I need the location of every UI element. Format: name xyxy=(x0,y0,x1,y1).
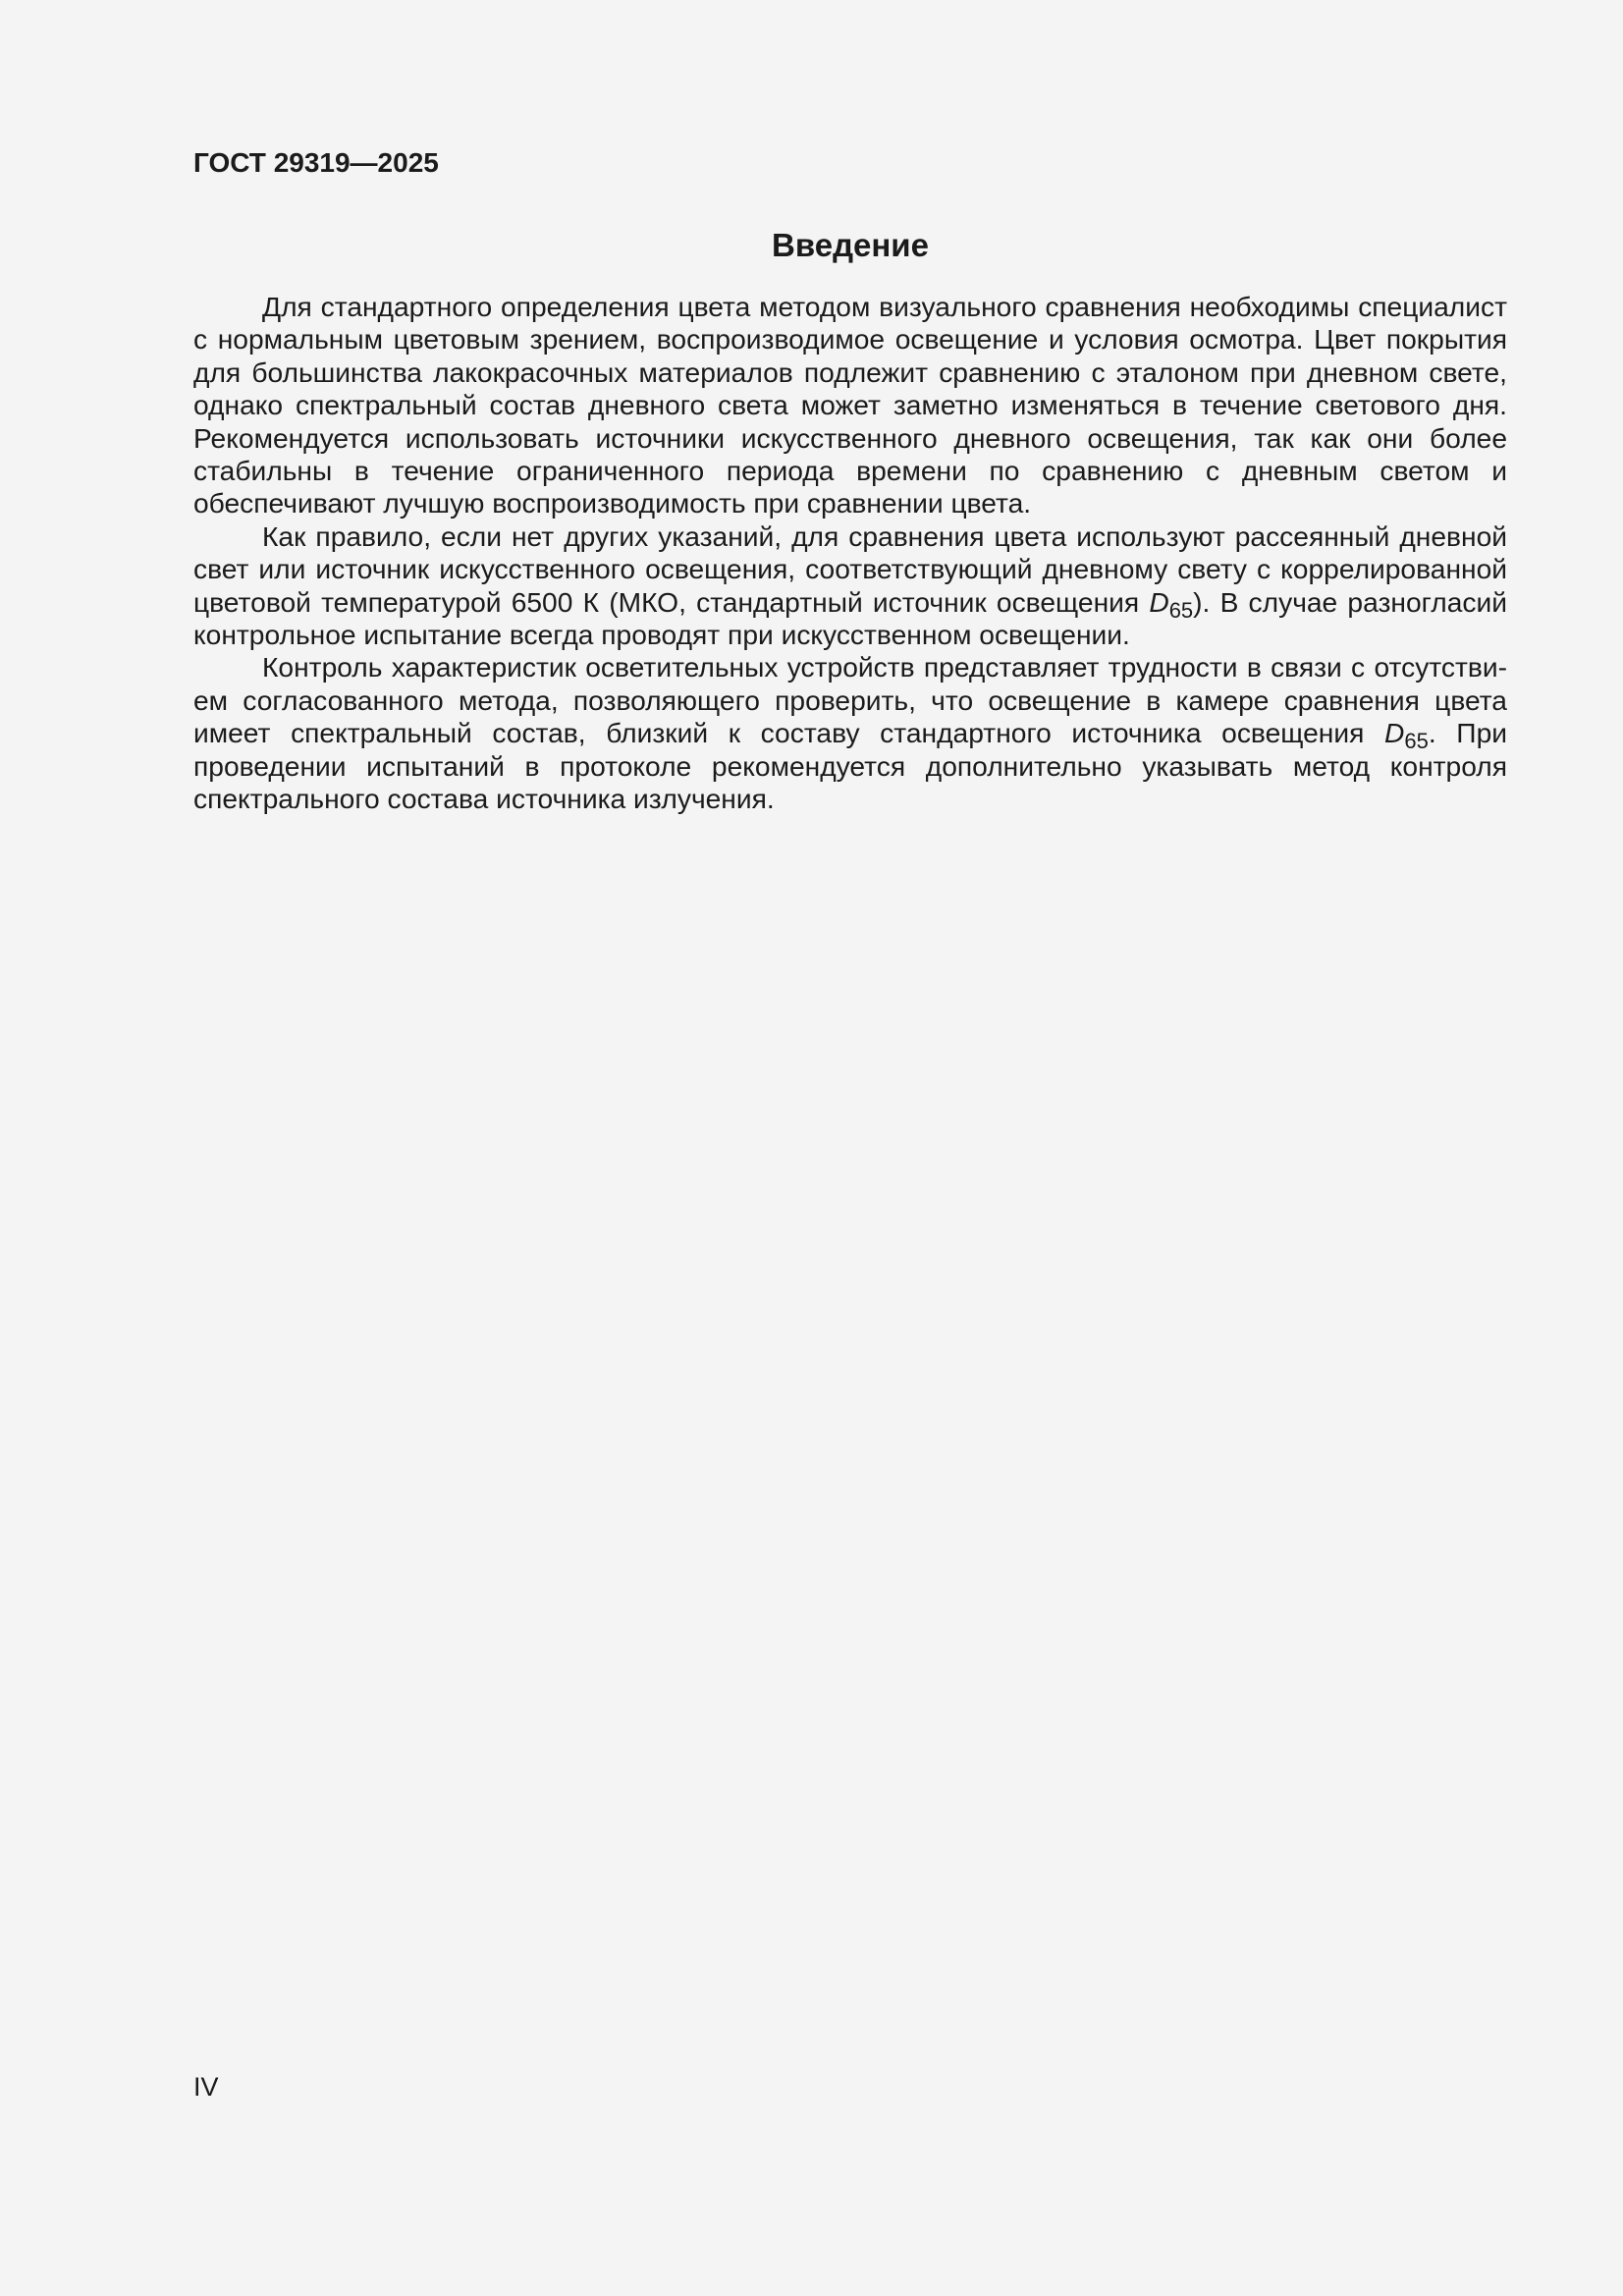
illuminant-subscript: 65 xyxy=(1404,729,1429,754)
standard-id-header: ГОСТ 29319—2025 xyxy=(193,147,439,178)
paragraph-3-text-before: Контроль характеристик осветительных устройств представляет трудности в связи с отсутствием согласованного метода, позволяющего проверить, что освещение в камере сравнения цвета имеет спектральный состав, близкий к составу стандартного источника освещения xyxy=(193,651,1507,749)
page-number: IV xyxy=(193,2072,219,2102)
illuminant-symbol: D xyxy=(1149,585,1169,618)
document-body xyxy=(193,222,1507,816)
paragraph-2 xyxy=(193,520,1507,652)
paragraph-3-text-after: . При проведении испытаний в протоколе рекомендуется дополнительно указывать метод контроля спектрального состава источника излучения. xyxy=(193,717,1507,815)
illuminant-symbol: D xyxy=(1384,717,1405,749)
illuminant-subscript: 65 xyxy=(1168,597,1194,623)
paragraph-2-text-after: ). В случае разногласий контрольное испытание всегда проводят при искусственном освещении. xyxy=(193,585,1507,651)
paragraph-1 xyxy=(193,291,1507,520)
paragraph-2-text-before: Как правило, если нет других указаний, для сравнения цвета используют рассеянный дневной свет или источник искусственного освещения, соответствующий дневному свету с коррелированной цветовой температурой 6500 К (МКО, стандартный источник освещения xyxy=(193,519,1507,618)
section-title: Введение xyxy=(772,227,929,263)
paragraph-3 xyxy=(193,651,1507,815)
paragraph-1-text: Для стандартного определения цвета методом визуального сравнения необходимы специалист с нормальным цветовым зрением, воспроизводимое освещение и условия осмотра. Цвет покрытия для большинства лакокрасочных материалов подлежит сравнению с эталоном при дневном свете, однако спектральный состав дневного света может заметно изменяться в течение светового дня. Рекомендуется использовать источники искусственного дневного освещения, так как они более стабильны в течение ограниченного периода времени по сравнению с дневным светом и обеспечивают лучшую воспроизводимость при сравнении цвета. xyxy=(193,291,1507,519)
